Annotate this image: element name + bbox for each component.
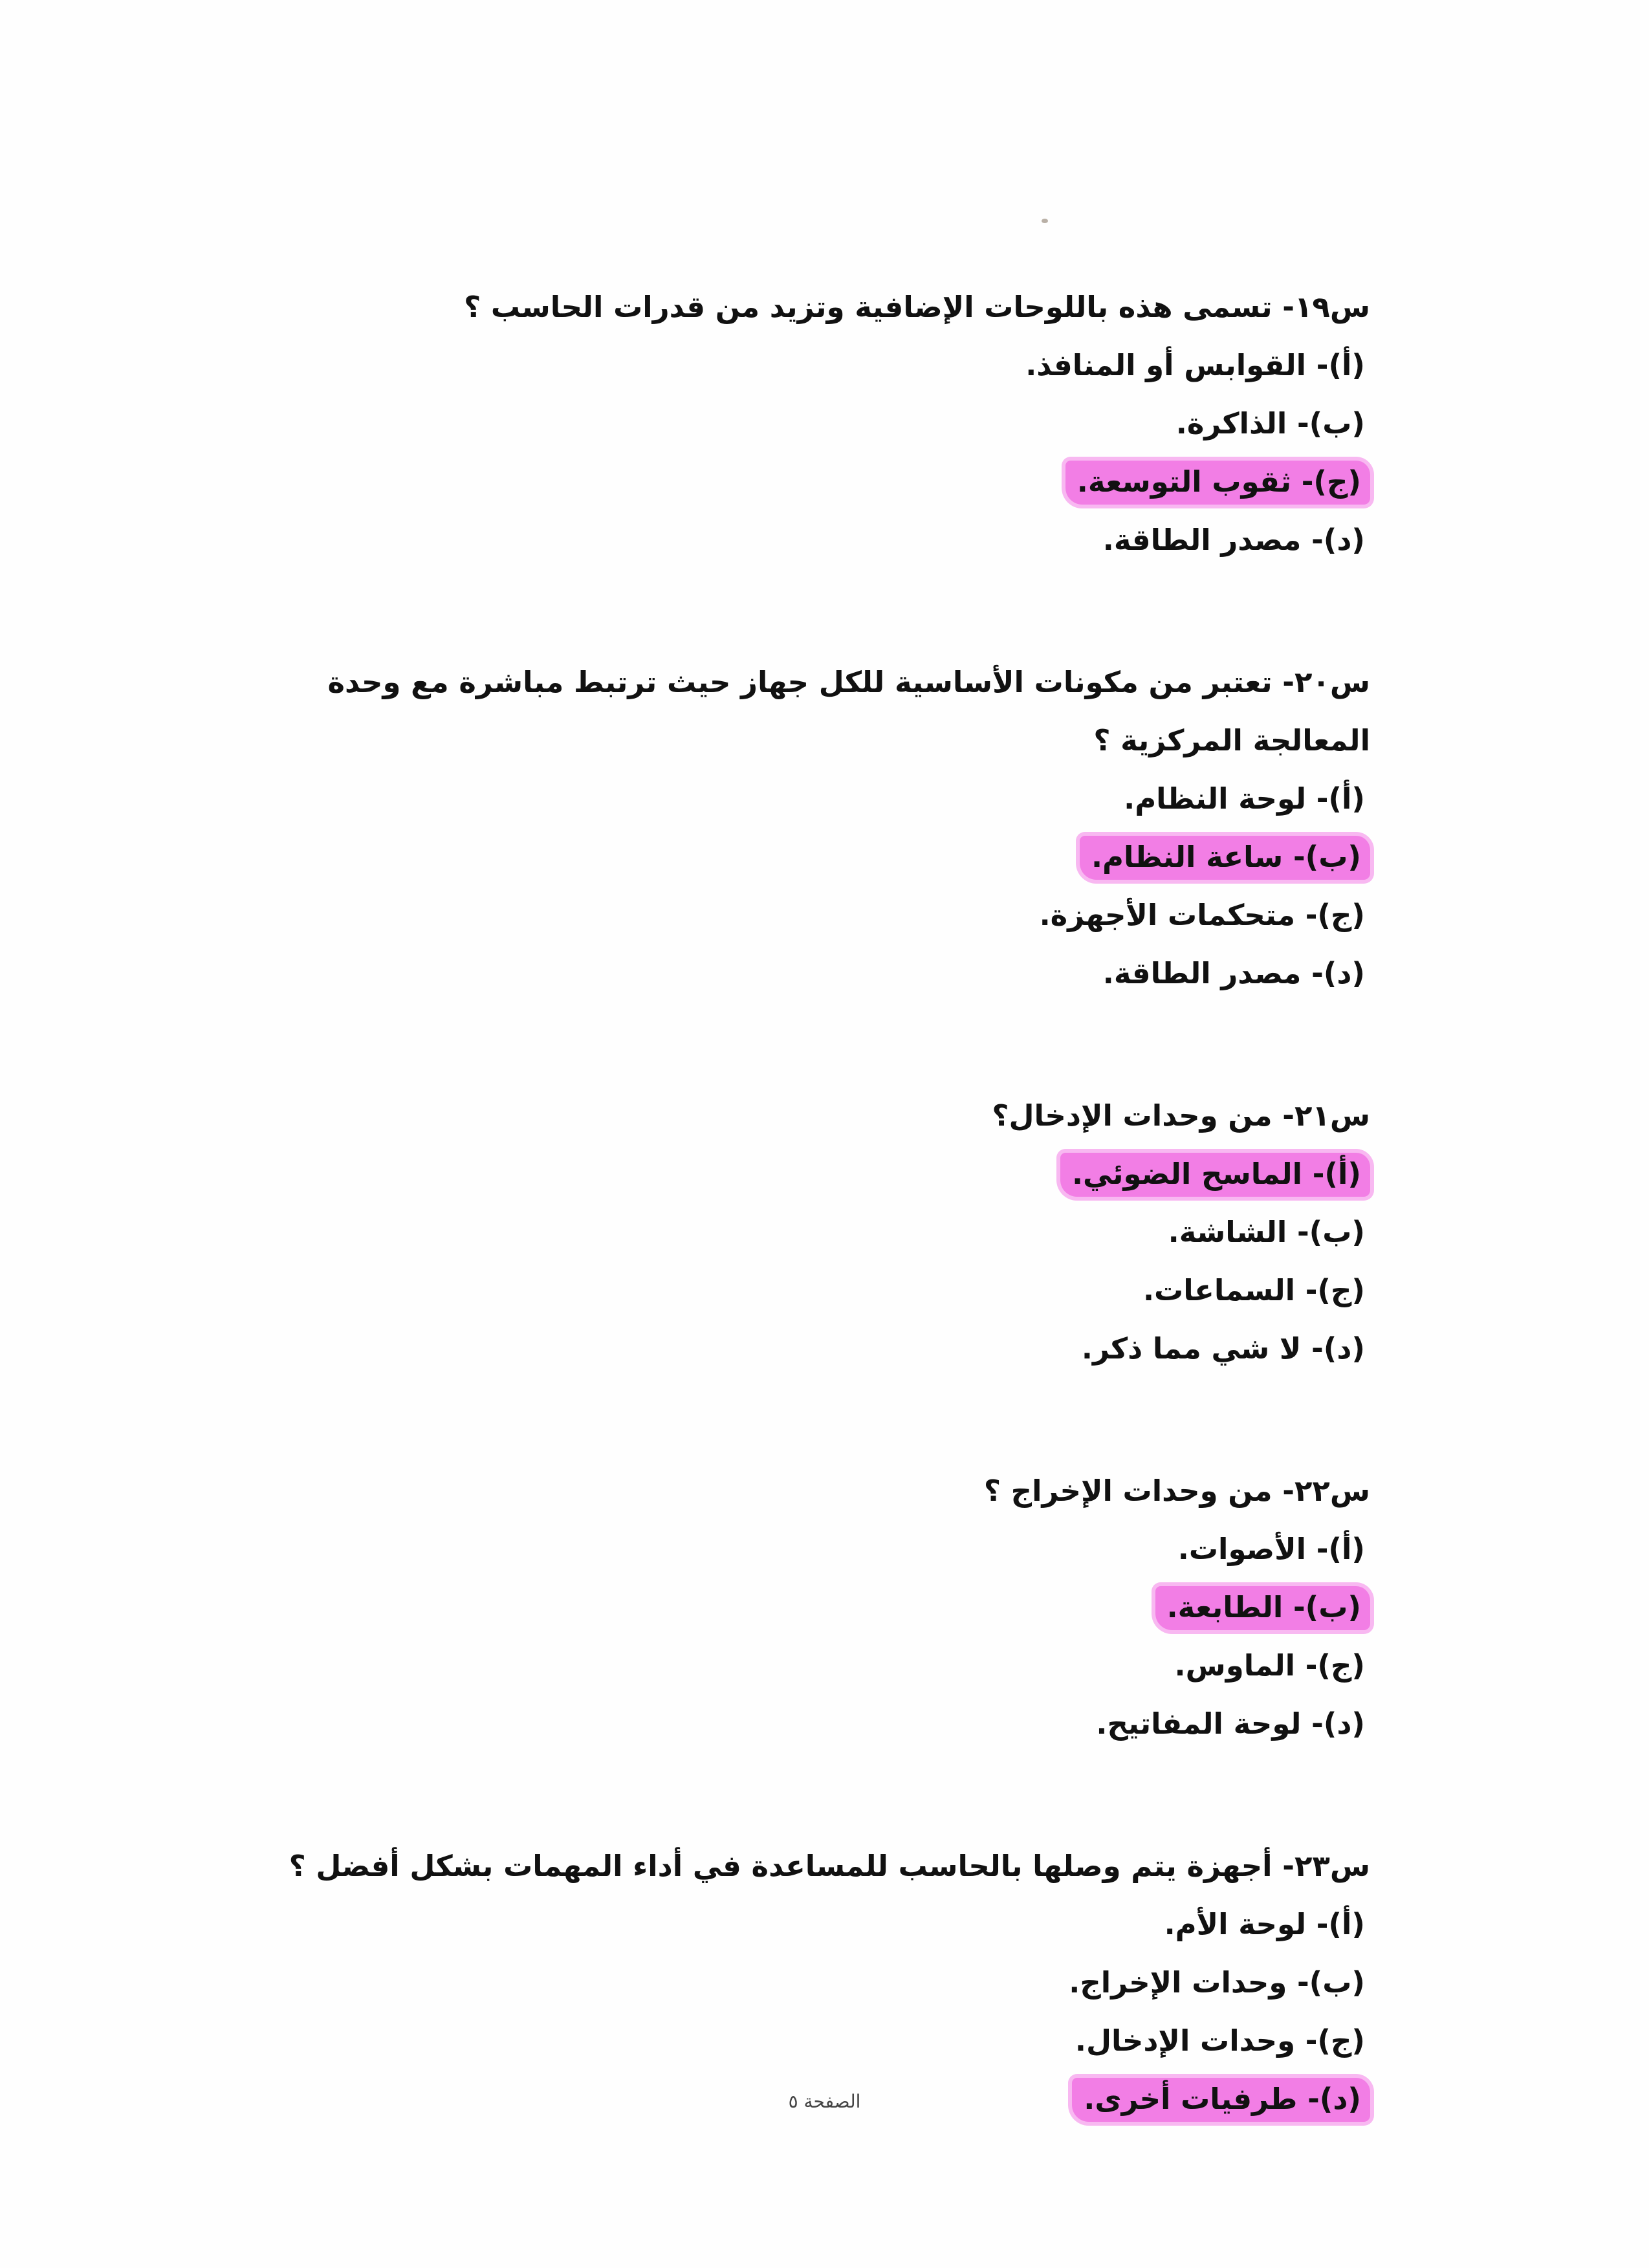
option-c <box>283 1637 1370 1695</box>
options-list <box>283 770 1370 1003</box>
option-text: (ج)- السماعات. <box>1142 1273 1365 1307</box>
option-text: (د)- طرفيات أخرى. <box>1072 2078 1370 2122</box>
question-19 <box>283 278 1370 569</box>
option-c <box>283 1261 1370 1320</box>
option-d <box>283 511 1370 569</box>
question-20 <box>283 653 1370 1003</box>
option-c <box>283 2012 1370 2070</box>
option-a <box>283 770 1370 828</box>
option-text: (د)- مصدر الطاقة. <box>1102 523 1365 557</box>
option-b <box>283 1203 1370 1261</box>
question-21 <box>283 1087 1370 1378</box>
option-text: (ب)- وحدات الإخراج. <box>1069 1965 1365 2000</box>
option-text: (أ)- القوابس أو المنافذ. <box>1025 348 1365 382</box>
scan-speck <box>1042 219 1048 223</box>
question-list <box>283 278 1370 2212</box>
question-text: س٢٣- أجهزة يتم وصلها بالحاسب للمساعدة في أداء المهمات بشكل أفضل ؟ <box>289 1849 1370 1883</box>
question-text: س٢١- من وحدات الإدخال؟ <box>992 1098 1370 1133</box>
option-text: (ج)- وحدات الإدخال. <box>1075 2023 1365 2058</box>
option-d <box>283 1695 1370 1753</box>
option-b <box>283 395 1370 453</box>
option-a <box>283 1895 1370 1954</box>
option-b <box>283 1954 1370 2012</box>
option-text: (أ)- الأصوات. <box>1177 1532 1365 1566</box>
option-text: (د)- لوحة المفاتيح. <box>1096 1706 1365 1741</box>
option-text: (ج)- ثقوب التوسعة. <box>1065 461 1370 505</box>
option-text: (د)- لا شي مما ذكر. <box>1081 1331 1365 1366</box>
options-list <box>283 1520 1370 1753</box>
option-d <box>283 944 1370 1003</box>
option-b-highlighted <box>283 1578 1370 1637</box>
question-23 <box>283 1837 1370 2128</box>
options-list <box>283 1145 1370 1378</box>
options-list <box>283 336 1370 569</box>
page-number: الصفحة ٥ <box>788 2091 861 2112</box>
option-text: (ب)- الطابعة. <box>1155 1586 1370 1630</box>
option-text: (ب)- ساعة النظام. <box>1080 836 1370 880</box>
option-d <box>283 1320 1370 1378</box>
question-text: س٢٠- تعتبر من مكونات الأساسية للكل جهاز حيث ترتبط مباشرة مع وحدة المعالجة المركزية ؟ <box>327 665 1370 758</box>
option-text: (أ)- لوحة الأم. <box>1164 1907 1365 1941</box>
option-a <box>283 1520 1370 1578</box>
option-a-highlighted <box>283 1145 1370 1203</box>
option-a <box>283 336 1370 395</box>
option-text: (ج)- الماوس. <box>1174 1648 1365 1683</box>
option-b-highlighted <box>283 828 1370 886</box>
option-c-highlighted <box>283 453 1370 511</box>
option-text: (د)- مصدر الطاقة. <box>1102 956 1365 990</box>
option-text: (ج)- متحكمات الأجهزة. <box>1039 898 1365 932</box>
question-22 <box>283 1462 1370 1753</box>
option-c <box>283 886 1370 944</box>
question-text: س١٩- تسمى هذه باللوحات الإضافية وتزيد من قدرات الحاسب ؟ <box>464 290 1370 324</box>
option-text: (أ)- الماسح الضوئي. <box>1060 1153 1370 1197</box>
option-text: (ب)- الشاشة. <box>1168 1215 1365 1249</box>
option-text: (ب)- الذاكرة. <box>1175 406 1365 441</box>
question-text: س٢٢- من وحدات الإخراج ؟ <box>983 1474 1370 1508</box>
option-text: (أ)- لوحة النظام. <box>1124 781 1365 816</box>
